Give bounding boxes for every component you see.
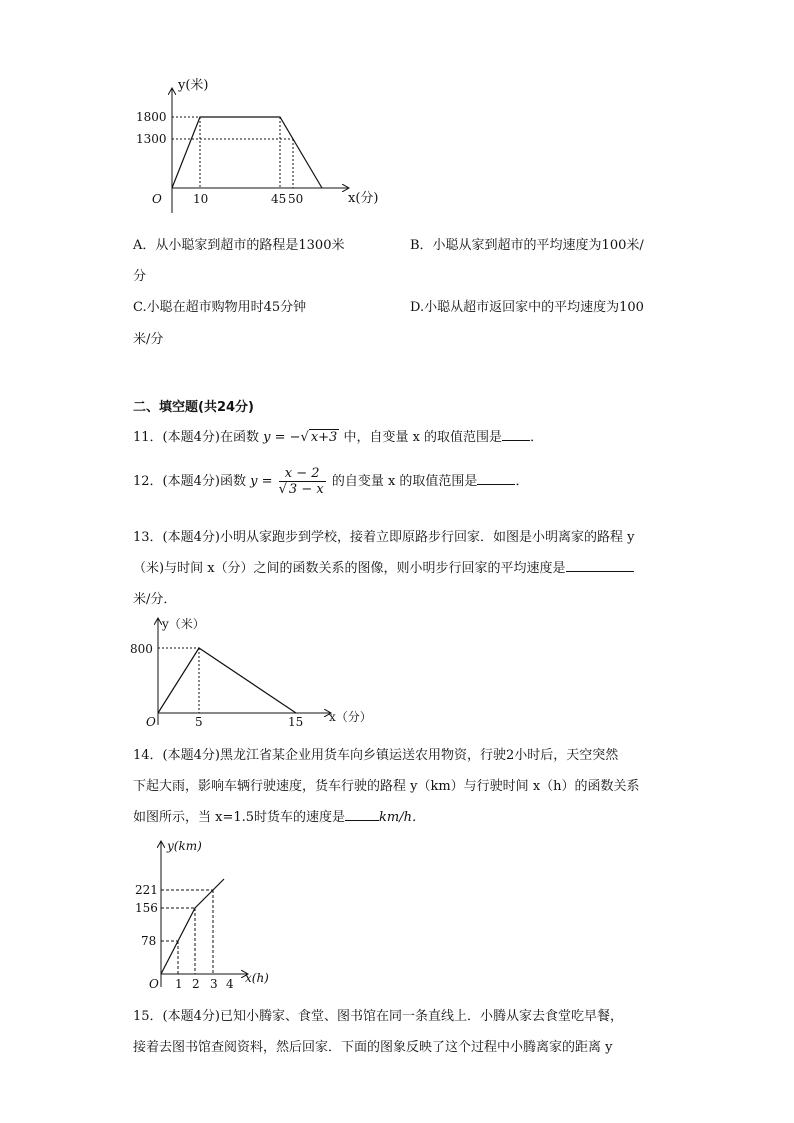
distance-line	[158, 648, 296, 713]
question-12: 12．(本题4分)函数 y = $\frac{x - 2}{√ 3 - x}$ 的自变量 x 的取值范围是 ．	[133, 466, 529, 497]
y-tick-1800: 1800	[136, 110, 167, 124]
x-tick-2: 2	[192, 977, 200, 991]
question-14-line1: 14．(本题4分)黑龙江省某企业用货车向乡镇运送农用物资，行驶2小时后，天空突然	[133, 748, 619, 763]
graph-walk-to-supermarket	[130, 75, 400, 215]
question-11: 11．(本题4分)在函数 y = −√ x+3 中，自变量 x 的取值范围是 ．	[133, 430, 544, 445]
origin-label: O	[146, 715, 156, 729]
graph-truck-distance	[135, 835, 295, 995]
y-tick-221: 221	[135, 883, 158, 897]
y-tick-800: 800	[130, 642, 153, 656]
question-13-line3: 米/分．	[133, 592, 177, 607]
x-tick-50: 50	[288, 192, 304, 206]
option-b-line1: B．小聪从家到超市的平均速度为100米/	[410, 238, 644, 253]
x-tick-1: 1	[175, 977, 183, 991]
option-b-line2: 分	[133, 269, 147, 284]
question-13-line2: （米)与时间 x（分）之间的函数关系的图像，则小明步行回家的平均速度是	[133, 557, 634, 576]
y-axis-label: y(米)	[178, 78, 209, 93]
question-14-line3: 如图所示，当 x=1.5时货车的速度是 km/h．	[133, 810, 425, 825]
y-tick-1300: 1300	[136, 132, 167, 146]
distance-line	[161, 879, 224, 974]
y-tick-78: 78	[141, 934, 157, 948]
y-tick-156: 156	[135, 901, 158, 915]
option-a: A．从小聪家到超市的路程是1300米	[133, 238, 345, 253]
y-axis-label: y(km)	[167, 839, 202, 853]
distance-line	[172, 117, 322, 188]
y-axis-label: y（米）	[162, 617, 205, 631]
option-d-line2: 米/分	[133, 332, 164, 347]
x-axis-label: x(h)	[245, 971, 269, 985]
option-d-line1: D.小聪从超市返回家中的平均速度为100	[410, 300, 644, 315]
origin-label: O	[152, 192, 162, 206]
option-c: C.小聪在超市购物用时45分钟	[133, 300, 307, 315]
x-tick-5: 5	[195, 715, 203, 729]
x-tick-4: 4	[226, 977, 234, 991]
x-tick-10: 10	[193, 192, 209, 206]
x-axis-label: x(分)	[348, 191, 379, 206]
graph-run-to-school	[128, 613, 373, 731]
origin-label: O	[149, 977, 159, 991]
x-tick-15: 15	[288, 715, 304, 729]
x-tick-3: 3	[210, 977, 218, 991]
question-15-line2: 接着去图书馆查阅资料，然后回家．下面的图象反映了这个过程中小腾离家的距离 y	[133, 1040, 613, 1055]
x-tick-45: 45	[271, 192, 287, 206]
x-axis-label: x（分）	[329, 710, 372, 724]
question-13-line1: 13．(本题4分)小明从家跑步到学校，接着立即原路步行回家．如图是小明离家的路程 y	[133, 530, 635, 545]
question-14-line2: 下起大雨，影响车辆行驶速度，货车行驶的路程 y（km）与行驶时间 x（h）的函数关系	[133, 779, 640, 794]
section-title: 二、填空题(共24分)	[133, 400, 254, 415]
question-15-line1: 15．(本题4分)已知小腾家、食堂、图书馆在同一条直线上．小腾从家去食堂吃早餐，	[133, 1009, 623, 1024]
